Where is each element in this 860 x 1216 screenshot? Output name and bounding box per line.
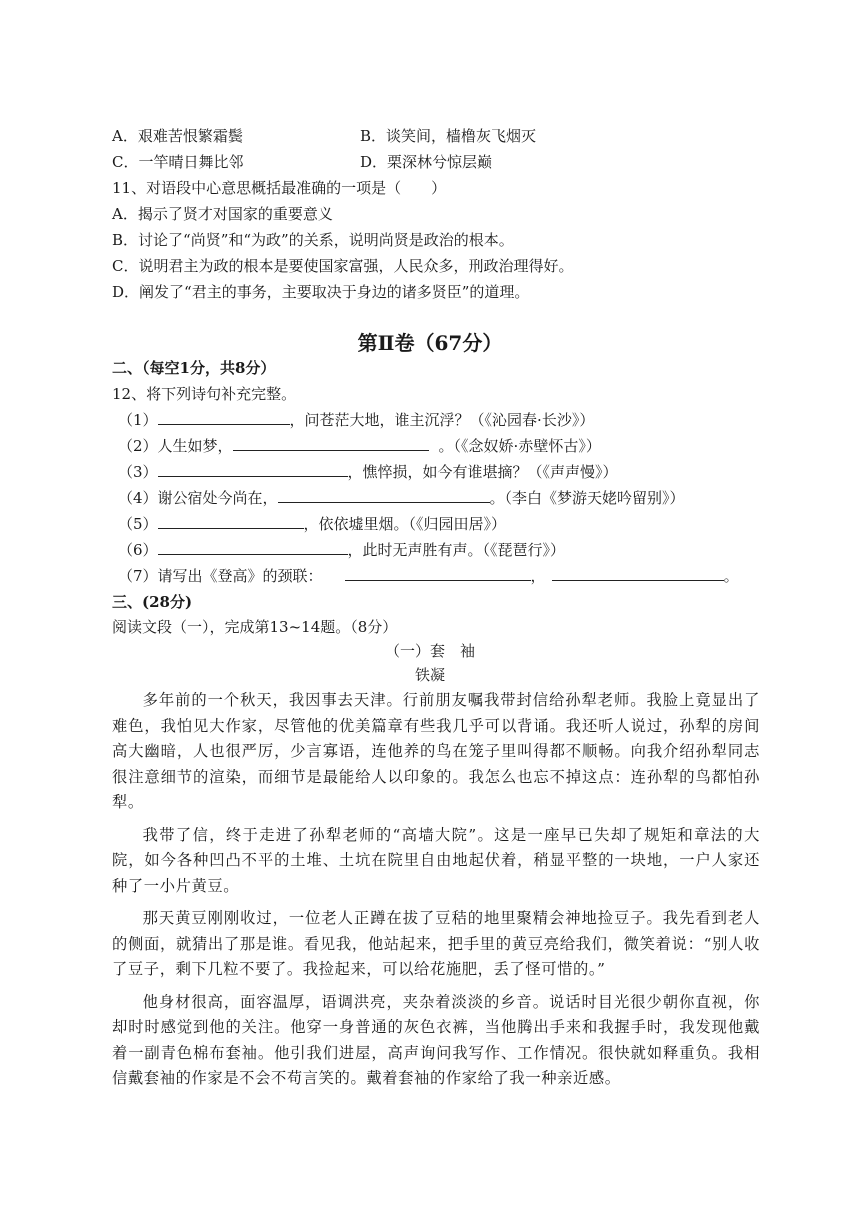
passage-paragraph: 那天黄豆刚刚收过，一位老人正蹲在拔了豆秸的地里聚精会神地捡豆子。我先看到老人的侧面，就猜出了那是谁。看见我，他站起来，把手里的黄豆亮给我们，微笑着说：“别人收了豆子，剩下几粒不要了。我捡起来，可以给花施肥，丢了怪可惜的。”: [112, 909, 760, 978]
q11-option-a: A．揭示了贤才对国家的重要意义: [112, 205, 333, 223]
answer-blank[interactable]: [552, 566, 724, 581]
section3-heading: 三、(28分): [112, 593, 193, 611]
passage-title: （一）套 袖: [384, 642, 475, 660]
answer-blank[interactable]: [158, 540, 348, 555]
poem-item-6: [118, 540, 565, 560]
item-text: 。（李白《梦游天姥吟留别》）: [489, 489, 685, 507]
passage-author: 铁凝: [414, 666, 445, 684]
poem-item-1: [118, 410, 594, 430]
poem-item-7: [118, 566, 739, 586]
q10-option-d: D．栗深林兮惊层巅: [360, 153, 493, 171]
q11-option-b: B．讨论了“尚贤”和“为政”的关系，说明尚贤是政治的根本。: [112, 231, 514, 249]
answer-blank[interactable]: [345, 566, 531, 581]
answer-blank[interactable]: [233, 436, 429, 451]
answer-blank[interactable]: [278, 488, 490, 503]
item-text: ，憔悴损，如今有谁堪摘？（《声声慢》）: [347, 463, 618, 481]
item-number: （6）: [118, 541, 158, 559]
item-text: （4）谢公宿处今尚在，: [118, 489, 278, 507]
item-text: （7）请写出《登高》的颈联：: [118, 567, 323, 585]
item-text: 。: [723, 567, 739, 585]
passage-paragraph: 他身材很高，面容温厚，语调洪亮，夹杂着淡淡的乡音。说话时目光很少朝你直视，你却时时感觉到他的关注。他穿一身普通的灰色衣裤，当他腾出手来和我握手时，我发现他戴着一副青色棉布套袖。他引我们进屋，高声询问我写作、工作情况。很快就如释重负。我相信戴套袖的作家是不会不苟言笑的。戴着套袖的作家给了我一种亲近感。: [112, 992, 760, 1087]
answer-blank[interactable]: [158, 410, 290, 425]
section3-intro: 阅读文段（一），完成第13~14题。（8分）: [112, 618, 398, 636]
poem-item-4: [118, 488, 685, 508]
q11-option-c: C．说明君主为政的根本是要使国家富强，人民众多，刑政治理得好。: [112, 257, 574, 275]
item-text: 。（《念奴娇·赤壁怀古》）: [438, 437, 601, 455]
poem-item-2: [118, 436, 601, 456]
item-number: （1）: [118, 411, 158, 429]
q10-option-a: A．艰难苦恨繁霜鬓: [112, 127, 243, 145]
section2-heading: 二、（每空1分，共8分）: [112, 359, 276, 377]
item-text: ，依依墟里烟。（《归园田居》）: [303, 515, 507, 533]
poem-item-3: [118, 462, 618, 482]
item-text: ，: [530, 567, 546, 585]
q10-option-c: C．一竿晴日舞比邻: [112, 153, 244, 171]
item-number: （3）: [118, 463, 158, 481]
item-text: ，问苍茫大地，谁主沉浮？（《沁园春·长沙》）: [289, 411, 595, 429]
poem-item-5: [118, 514, 506, 534]
part2-title: 第Ⅱ卷（67分）: [357, 331, 503, 355]
q10-option-b: B．谈笑间，樯橹灰飞烟灭: [360, 127, 537, 145]
item-text: （2）人生如梦，: [118, 437, 233, 455]
answer-blank[interactable]: [158, 514, 304, 529]
passage-paragraph: 我带了信，终于走进了孙犁老师的“高墙大院”。这是一座早已失却了规矩和章法的大院，如今各种凹凸不平的土堆、土坑在院里自由地起伏着，稍显平整的一块地，一户人家还种了一小片黄豆。: [112, 825, 760, 895]
answer-blank[interactable]: [158, 462, 348, 477]
q11-option-d: D．阐发了“君主的事务，主要取决于身边的诸多贤臣”的道理。: [112, 283, 530, 301]
item-text: ，此时无声胜有声。（《琵琶行》）: [347, 541, 566, 559]
item-number: （5）: [118, 515, 158, 533]
q11-stem: 11、对语段中心意思概括最准确的一项是（ ）: [112, 179, 447, 197]
q12-stem: 12、将下列诗句补充完整。: [112, 385, 297, 403]
passage-body: [112, 688, 760, 1099]
passage-paragraph: 多年前的一个秋天，我因事去天津。行前朋友嘱我带封信给孙犁老师。我脸上竟显出了难色，我怕见大作家，尽管他的优美篇章有些我几乎可以背诵。我还听人说过，孙犁的房间高大幽暗，人也很严厉，少言寡语，连他养的鸟在笼子里叫得都不顺畅。向我介绍孙犁同志很注意细节的渲染，而细节是最能给人以印象的。我怎么也忘不掉这点：连孙犁的鸟都怕孙犁。: [112, 691, 760, 811]
